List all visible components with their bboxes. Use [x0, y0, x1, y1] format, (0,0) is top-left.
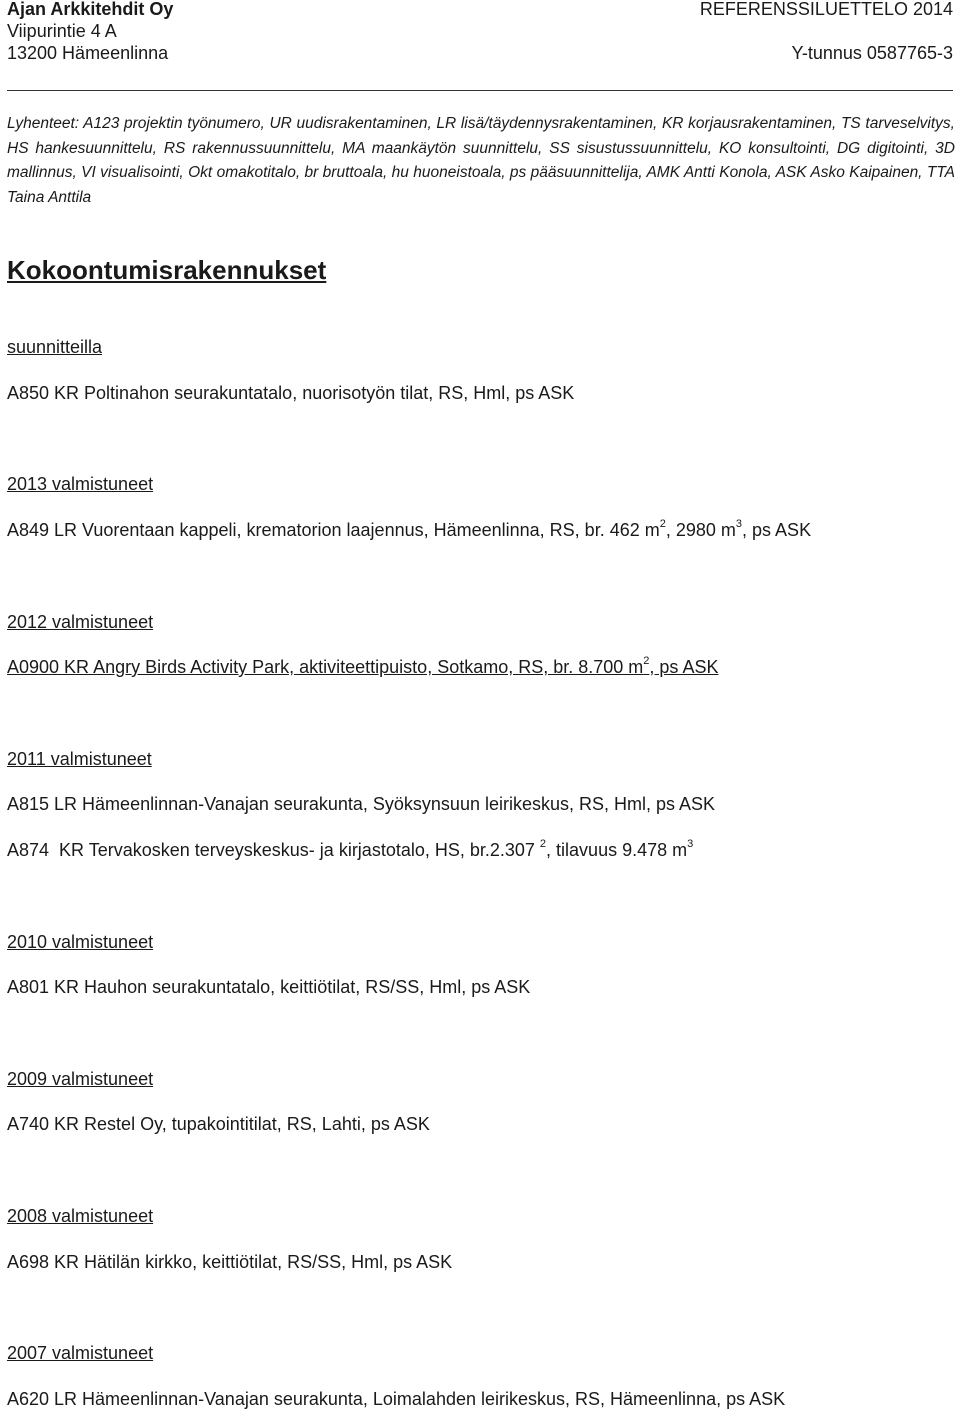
- entry-text: A0900 KR Angry Birds Activity Park, aktiviteettipuisto, Sotkamo, RS, br. 8.700 m: [7, 657, 644, 677]
- entry-text: A874 KR Tervakosken terveyskeskus- ja kirjastotalo, HS, br.2.307: [7, 840, 540, 860]
- superscript: 3: [735, 518, 743, 530]
- project-entry: A740 KR Restel Oy, tupakointitilat, RS, Lahti, ps ASK: [7, 1114, 430, 1134]
- entry-text: , tilavuus 9.478 m: [546, 840, 688, 860]
- project-entry: [7, 519, 811, 541]
- header-row-1: [7, 0, 953, 20]
- project-entry: A850 KR Poltinahon seurakuntatalo, nuorisotyön tilat, RS, Hml, ps ASK: [7, 383, 575, 403]
- project-entry: [7, 656, 718, 678]
- page-header: [7, 0, 953, 91]
- group-heading: 2013 valmistuneet: [7, 474, 154, 494]
- group-heading: 2007 valmistuneet: [7, 1343, 154, 1363]
- project-entry: A698 KR Hätilän kirkko, keittiötilat, RS/SS, Hml, ps ASK: [7, 1252, 453, 1272]
- entry-text: A849 LR Vuorentaan kappeli, krematorion laajennus, Hämeenlinna, RS, br. 462 m: [7, 520, 660, 540]
- entry-text: , ps ASK: [649, 657, 719, 677]
- city-address: 13200 Hämeenlinna: [7, 43, 169, 63]
- project-entry: A801 KR Hauhon seurakuntatalo, keittiötilat, RS/SS, Hml, ps ASK: [7, 977, 531, 997]
- group-heading: 2008 valmistuneet: [7, 1206, 154, 1226]
- project-entry: A620 LR Hämeenlinnan-Vanajan seurakunta, Loimalahden leirikeskus, RS, Hämeenlinna, ps ASK: [7, 1389, 786, 1409]
- project-entry: A815 LR Hämeenlinnan-Vanajan seurakunta, Syöksynsuun leirikeskus, RS, Hml, ps ASK: [7, 794, 716, 814]
- group-heading: 2011 valmistuneet: [7, 749, 152, 769]
- street-address: Viipurintie 4 A: [7, 21, 117, 41]
- entry-text: , 2980 m: [665, 520, 736, 540]
- abbreviations-legend: Lyhenteet: A123 projektin työnumero, UR uudisrakentaminen, LR lisä/täydennysrakentaminen, KR korjausrakentaminen, TS tarveselvitys, HS hankesuunnittelu, RS rakennussuunnittelu, MA maankäytön suunnittelu, SS sisustussuunnittelu, KO konsultointi, DG digitointi, 3D mallinnus, VI visualisointi, Okt omakotitalo, br bruttoala, hu huoneistoala, ps pääsuunnittelija, AMK Antti Konola, ASK Asko Kaipainen, TTA Taina Anttila: [7, 115, 955, 206]
- group-heading: 2012 valmistuneet: [7, 612, 154, 632]
- group-heading: 2009 valmistuneet: [7, 1069, 154, 1089]
- project-entry: [7, 839, 693, 861]
- superscript: 2: [659, 518, 666, 530]
- group-heading: 2010 valmistuneet: [7, 932, 154, 952]
- entry-text: , ps ASK: [742, 520, 812, 540]
- header-row-2: [7, 20, 953, 42]
- group-heading: suunnitteilla: [7, 337, 103, 357]
- superscript: 2: [539, 838, 547, 850]
- company-name: Ajan Arkkitehdit Oy: [7, 0, 174, 19]
- document-title: REFERENSSILUETTELO 2014: [699, 0, 953, 19]
- business-id: Y-tunnus 0587765-3: [791, 43, 953, 63]
- header-row-3: [7, 42, 953, 64]
- superscript: 2: [643, 655, 650, 667]
- superscript: 3: [687, 838, 694, 850]
- section-title: Kokoontumisrakennukset: [7, 255, 327, 285]
